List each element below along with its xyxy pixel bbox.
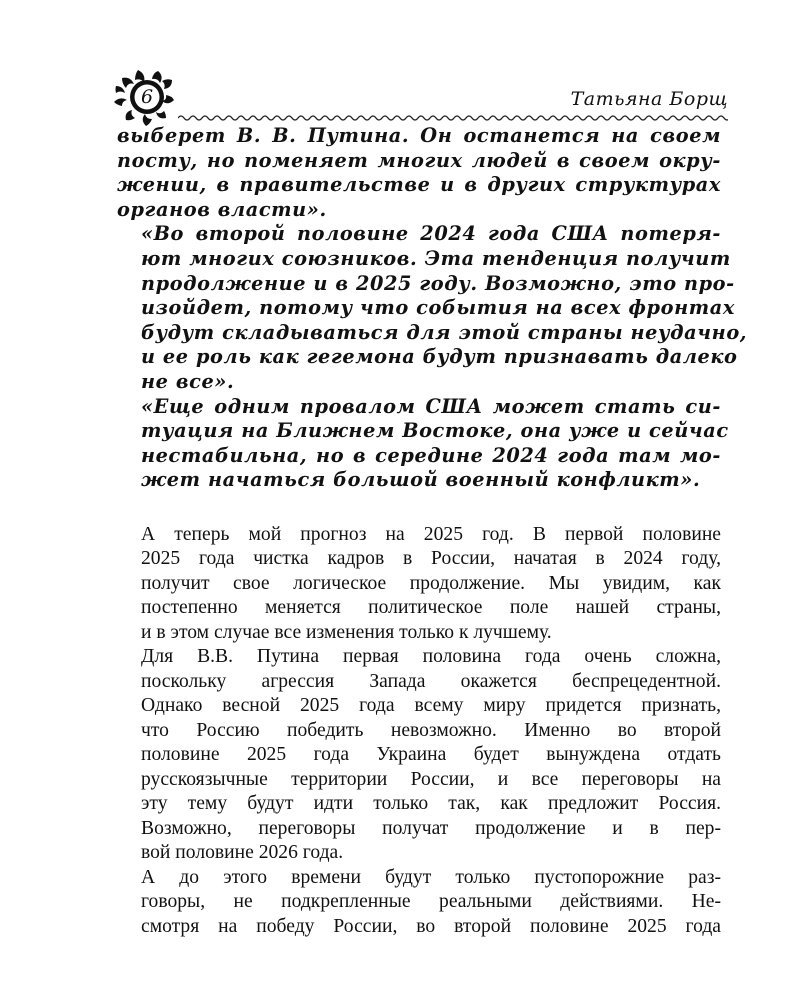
paragraph — [117, 394, 729, 493]
page-text — [117, 124, 748, 939]
text-line: половине 2025 года Украина будет вынуждена отдать — [141, 744, 721, 766]
text-line: будут складываться для этой страны неудачно, — [141, 320, 748, 344]
text-line: и ее роль как гегемона будут признавать далеко — [141, 345, 738, 369]
text-line: постепенно меняется политическое поле нашей страны, — [141, 597, 721, 619]
text-line: А до этого времени будут только пустопорожние раз- — [141, 866, 721, 888]
paragraph — [117, 866, 721, 940]
paragraph — [117, 523, 721, 646]
text-line: туация на Ближнем Востоке, она уже и сейчас — [141, 419, 729, 443]
text-line: смотря на победу России, во второй половине 2025 года — [141, 915, 721, 937]
text-line: и в этом случае все изменения только к лучшему. — [141, 621, 552, 643]
page-number: 6 — [140, 86, 154, 108]
paragraph — [117, 222, 748, 394]
text-line: жении, в правительстве и в других структурах — [117, 173, 721, 197]
text-line: Возможно, переговоры получат продолжение и в пер- — [141, 817, 721, 839]
text-line: нестабильна, но в середине 2024 года там мо- — [141, 443, 721, 467]
text-line: продолжение и в 2025 году. Возможно, это про- — [141, 271, 735, 295]
text-line: органов власти». — [117, 197, 327, 221]
text-line: 2025 года чистка кадров в России, начатая в 2024 году, — [141, 548, 721, 570]
wavy-rule — [178, 112, 728, 124]
text-line: ют многих союзников. Эта тенденция получит — [141, 246, 731, 270]
paragraph — [117, 124, 721, 222]
text-line: «Еще одним провалом США может стать си- — [141, 394, 721, 418]
text-line: А теперь мой прогноз на 2025 год. В первой половине — [141, 523, 721, 545]
running-title: Татьяна Борщ — [570, 88, 728, 110]
paragraph — [117, 645, 721, 866]
page-header — [108, 68, 728, 130]
text-line: вой половине 2026 года. — [141, 842, 344, 864]
text-line: поскольку агрессия Запада окажется беспрецедентной. — [141, 670, 721, 692]
text-line: посту, но поменяет многих людей в своем окру- — [117, 148, 721, 172]
text-line: эту тему будут идти только так, как предложит Россия. — [141, 793, 721, 815]
text-line: не все». — [141, 369, 235, 393]
text-line: что Россию победить невозможно. Именно во второй — [141, 719, 721, 741]
text-line: говоры, не подкрепленные реальными действиями. Не- — [141, 891, 721, 913]
text-line: получит свое логическое продолжение. Мы увидим, как — [141, 572, 721, 594]
text-line: выберет В. В. Путина. Он останется на своем — [117, 124, 721, 147]
text-line: «Во второй половине 2024 года США потеря- — [141, 222, 721, 246]
text-line: жет начаться большой военный конфликт». — [141, 468, 701, 492]
text-line: Для В.В. Путина первая половина года очень сложна, — [141, 646, 721, 668]
author-forecast-block — [117, 523, 721, 940]
quoted-prediction-block — [117, 124, 748, 493]
text-line: Однако весной 2025 года всему миру придется признать, — [141, 695, 721, 717]
text-line: русскоязычные территории России, и все переговоры на — [141, 768, 721, 790]
text-line: изойдет, потому что события на всех фронтах — [141, 296, 735, 320]
